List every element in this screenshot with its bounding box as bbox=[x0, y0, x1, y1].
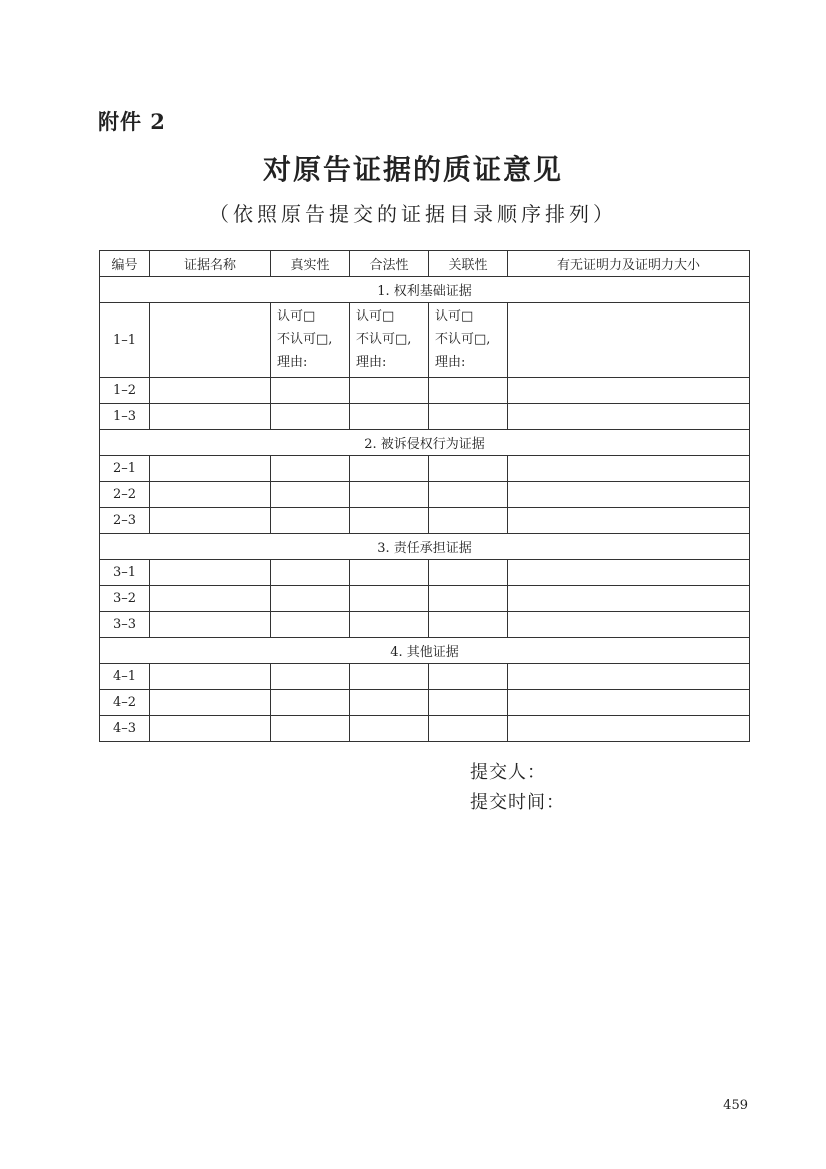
relevance-cell[interactable] bbox=[429, 456, 508, 482]
row-number: 4–2 bbox=[100, 690, 150, 716]
authenticity-cell[interactable] bbox=[271, 456, 350, 482]
probative-force-cell[interactable] bbox=[508, 482, 750, 508]
relevance-cell[interactable] bbox=[429, 404, 508, 430]
section-row bbox=[100, 277, 750, 303]
table-row bbox=[100, 482, 750, 508]
relevance-cell[interactable] bbox=[429, 716, 508, 742]
authenticity-cell[interactable] bbox=[271, 716, 350, 742]
probative-force-cell[interactable] bbox=[508, 560, 750, 586]
section-title: 1. 权利基础证据 bbox=[100, 277, 750, 303]
page-number: 459 bbox=[723, 1098, 748, 1113]
row-number: 3–2 bbox=[100, 586, 150, 612]
table-row bbox=[100, 716, 750, 742]
relevance-cell[interactable] bbox=[429, 560, 508, 586]
evidence-name-cell[interactable] bbox=[150, 404, 271, 430]
relevance-cell[interactable] bbox=[429, 664, 508, 690]
relevance-cell[interactable] bbox=[429, 690, 508, 716]
table-row bbox=[100, 560, 750, 586]
section-row bbox=[100, 638, 750, 664]
section-row bbox=[100, 430, 750, 456]
attachment-label: 附件 2 bbox=[98, 109, 166, 134]
table-row bbox=[100, 508, 750, 534]
section-title: 3. 责任承担证据 bbox=[100, 534, 750, 560]
table-row bbox=[100, 303, 750, 378]
table-row bbox=[100, 586, 750, 612]
disapprove-option[interactable]: 不认可□, bbox=[356, 332, 412, 347]
probative-force-cell[interactable] bbox=[508, 456, 750, 482]
relevance-cell[interactable] bbox=[429, 508, 508, 534]
authenticity-cell[interactable] bbox=[271, 690, 350, 716]
row-number: 1–1 bbox=[100, 303, 150, 378]
disapprove-option[interactable]: 不认可□, bbox=[277, 332, 333, 347]
submitter-label: 提交人： bbox=[470, 762, 546, 783]
row-number: 3–3 bbox=[100, 612, 150, 638]
row-number: 1–3 bbox=[100, 404, 150, 430]
section-row bbox=[100, 534, 750, 560]
relevance-cell[interactable] bbox=[429, 482, 508, 508]
evidence-name-cell[interactable] bbox=[150, 303, 271, 378]
legality-cell[interactable] bbox=[350, 586, 429, 612]
header-evidence-name: 证据名称 bbox=[150, 251, 271, 277]
evidence-table bbox=[99, 250, 750, 742]
section-title: 2. 被诉侵权行为证据 bbox=[100, 430, 750, 456]
row-number: 4–3 bbox=[100, 716, 150, 742]
table-row bbox=[100, 404, 750, 430]
relevance-cell[interactable] bbox=[429, 612, 508, 638]
probative-force-cell[interactable] bbox=[508, 690, 750, 716]
legality-cell[interactable] bbox=[350, 612, 429, 638]
authenticity-cell[interactable] bbox=[271, 378, 350, 404]
probative-force-cell[interactable] bbox=[508, 664, 750, 690]
legality-cell[interactable] bbox=[350, 303, 429, 378]
legality-cell[interactable] bbox=[350, 482, 429, 508]
table-row bbox=[100, 690, 750, 716]
header-number: 编号 bbox=[100, 251, 150, 277]
authenticity-cell[interactable] bbox=[271, 560, 350, 586]
authenticity-cell[interactable] bbox=[271, 482, 350, 508]
header-authenticity: 真实性 bbox=[271, 251, 350, 277]
page-title: 对原告证据的质证意见 bbox=[262, 153, 563, 186]
evidence-name-cell[interactable] bbox=[150, 456, 271, 482]
authenticity-cell[interactable] bbox=[271, 404, 350, 430]
evidence-name-cell[interactable] bbox=[150, 690, 271, 716]
evidence-name-cell[interactable] bbox=[150, 482, 271, 508]
evidence-name-cell[interactable] bbox=[150, 664, 271, 690]
authenticity-cell[interactable] bbox=[271, 664, 350, 690]
probative-force-cell[interactable] bbox=[508, 612, 750, 638]
table-row bbox=[100, 664, 750, 690]
evidence-name-cell[interactable] bbox=[150, 612, 271, 638]
authenticity-cell[interactable] bbox=[271, 508, 350, 534]
reason-label: 理由: bbox=[435, 355, 466, 370]
evidence-name-cell[interactable] bbox=[150, 586, 271, 612]
probative-force-cell[interactable] bbox=[508, 508, 750, 534]
legality-cell[interactable] bbox=[350, 664, 429, 690]
approve-option[interactable]: 认可□ bbox=[277, 309, 316, 324]
reason-label: 理由: bbox=[356, 355, 387, 370]
relevance-cell[interactable] bbox=[429, 303, 508, 378]
approve-option[interactable]: 认可□ bbox=[356, 309, 395, 324]
section-title: 4. 其他证据 bbox=[100, 638, 750, 664]
legality-cell[interactable] bbox=[350, 404, 429, 430]
row-number: 2–3 bbox=[100, 508, 150, 534]
row-number: 2–2 bbox=[100, 482, 150, 508]
approve-option[interactable]: 认可□ bbox=[435, 309, 474, 324]
row-number: 4–1 bbox=[100, 664, 150, 690]
header-legality: 合法性 bbox=[350, 251, 429, 277]
table-row bbox=[100, 378, 750, 404]
evidence-name-cell[interactable] bbox=[150, 560, 271, 586]
row-number: 2–1 bbox=[100, 456, 150, 482]
probative-force-cell[interactable] bbox=[508, 586, 750, 612]
legality-cell[interactable] bbox=[350, 456, 429, 482]
authenticity-cell[interactable] bbox=[271, 586, 350, 612]
table-header-row bbox=[100, 251, 750, 277]
table-row bbox=[100, 612, 750, 638]
legality-cell[interactable] bbox=[350, 560, 429, 586]
authenticity-cell[interactable] bbox=[271, 612, 350, 638]
probative-force-cell[interactable] bbox=[508, 716, 750, 742]
probative-force-cell[interactable] bbox=[508, 303, 750, 378]
row-number: 1–2 bbox=[100, 378, 150, 404]
header-probative-force: 有无证明力及证明力大小 bbox=[508, 251, 750, 277]
evidence-name-cell[interactable] bbox=[150, 378, 271, 404]
probative-force-cell[interactable] bbox=[508, 378, 750, 404]
relevance-cell[interactable] bbox=[429, 378, 508, 404]
evidence-name-cell[interactable] bbox=[150, 508, 271, 534]
legality-cell[interactable] bbox=[350, 716, 429, 742]
evidence-name-cell[interactable] bbox=[150, 716, 271, 742]
submit-time-label: 提交时间： bbox=[470, 792, 565, 813]
table-row bbox=[100, 456, 750, 482]
reason-label: 理由: bbox=[277, 355, 308, 370]
authenticity-cell[interactable] bbox=[271, 303, 350, 378]
page-subtitle: （依照原告提交的证据目录顺序排列） bbox=[209, 202, 617, 226]
legality-cell[interactable] bbox=[350, 378, 429, 404]
relevance-cell[interactable] bbox=[429, 586, 508, 612]
legality-cell[interactable] bbox=[350, 690, 429, 716]
row-number: 3–1 bbox=[100, 560, 150, 586]
header-relevance: 关联性 bbox=[429, 251, 508, 277]
disapprove-option[interactable]: 不认可□, bbox=[435, 332, 491, 347]
legality-cell[interactable] bbox=[350, 508, 429, 534]
probative-force-cell[interactable] bbox=[508, 404, 750, 430]
